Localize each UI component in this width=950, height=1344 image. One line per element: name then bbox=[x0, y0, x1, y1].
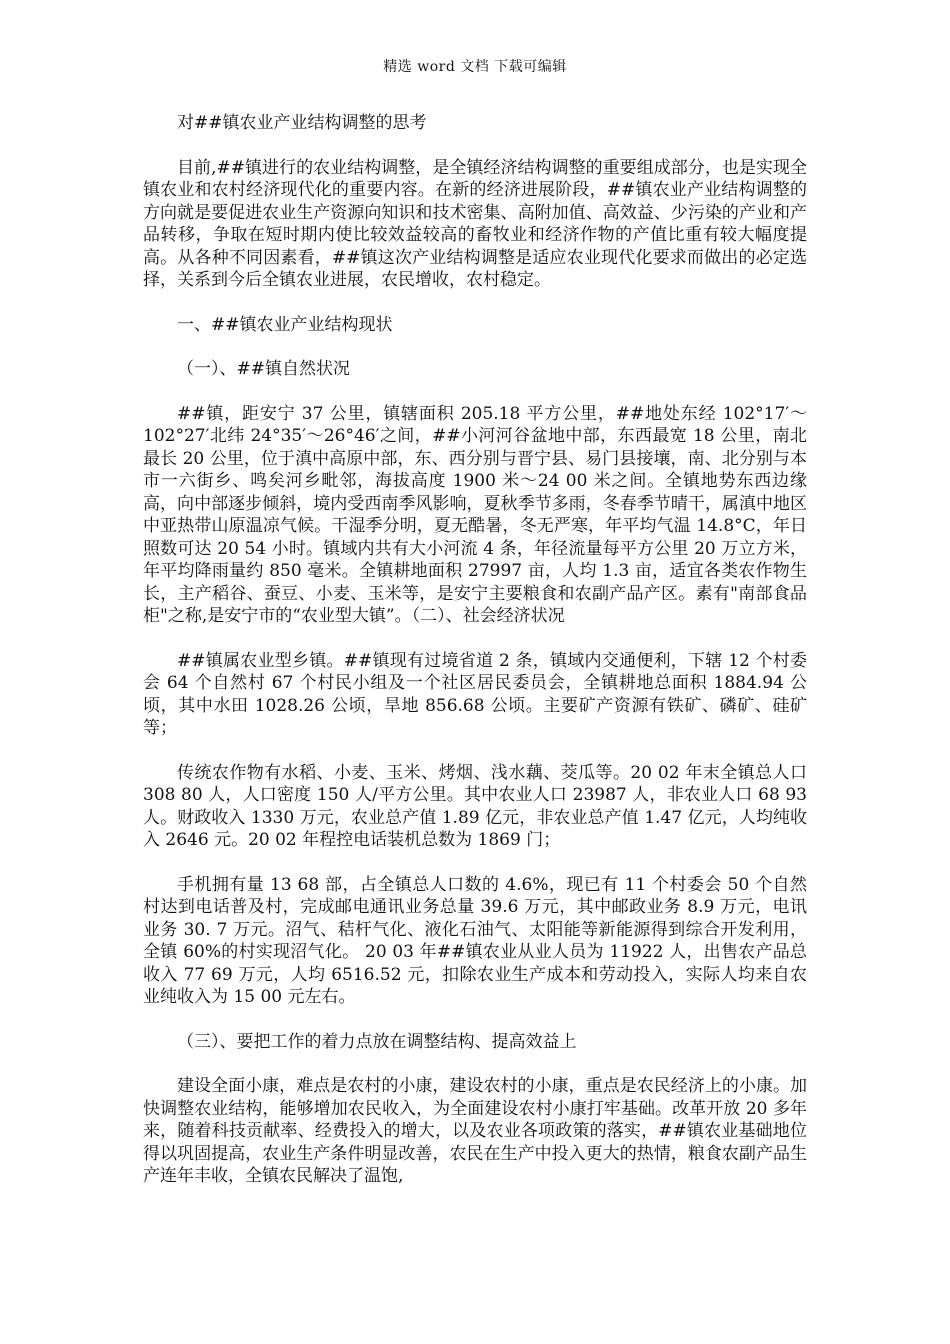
subsection-heading-adjustment: （三）、要把工作的着力点放在调整结构、提高效益上 bbox=[177, 1031, 577, 1052]
paragraph-township-overview: ##镇属农业型乡镇。##镇现有过境省道 2 条，镇域内交通便利，下辖 12 个村委会 64 个自然村 67 个村民小组及一个社区居民委员会，全镇耕地总面积 1884.94 公顷，其中水田 1028.26 公顷，旱地 856.68 公顷。主要矿产资源有铁矿、磷矿、硅矿等； bbox=[143, 650, 807, 738]
paragraph-crops-population: 传统农作物有水稻、小麦、玉米、烤烟、浅水藕、茭瓜等。20 02 年末全镇总人口 308 80 人，人口密度 150 人/平方公里。其中农业人口 23987 人，非农业人口 68 93 人。财政收入 1330 万元，农业总产值 1.89 亿元，非农业总产值 1.47 亿元，人均纯收入 2646 元。20 02 年程控电话装机总数为 1869 门； bbox=[143, 762, 807, 850]
paragraph-moderate-prosperity: 建设全面小康，难点是农村的小康，建设农村的小康，重点是农民经济上的小康。加快调整农业结构，能够增加农民收入，为全面建设农村小康打牢基础。改革开放 20 多年来，随着科技贡献率、经费投入的增大，以及农业各项政策的落实，##镇农业基础地位得以巩固提高，农业生产条件明显改善，农民在生产中投入更大的热情，粮食农副产品生产连年丰收，全镇农民解决了温饱, bbox=[143, 1076, 807, 1186]
paragraph-communications-income: 手机拥有量 13 68 部，占全镇总人口数的 4.6%，现已有 11 个村委会 50 个自然村达到电话普及村，完成邮电通讯业务总量 39.6 万元，其中邮政业务 8.9 万元，电讯业务 30. 7 万元。沼气、秸杆气化、液化石油气、太阳能等新能源得到综合开发利用，全镇 60%的村实现沼气化。 20 03 年##镇农业从业人员为 11922 人，出售农产品总收入 77 69 万元，人均 6516.52 元，扣除农业生产成本和劳动投入，实际人均来自农业纯收入为 15 00 元左右。 bbox=[143, 874, 807, 1007]
section-heading-1: 一、##镇农业产业结构现状 bbox=[177, 314, 393, 335]
document-body bbox=[143, 112, 807, 1210]
subsection-heading-natural: （一）、##镇自然状况 bbox=[177, 359, 350, 379]
paragraph-intro: 目前,##镇进行的农业结构调整，是全镇经济结构调整的重要组成部分，也是实现全镇农业和农村经济现代化的重要内容。在新的经济进展阶段，##镇农业产业结构调整的方向就是要促进农业生产资源向知识和技术密集、高附加值、高效益、少污染的产业和产品转移，争取在短时期内使比较效益较高的畜牧业和经济作物的产值比重有较大幅度提高。从各种不同因素看，##镇这次产业结构调整是适应农业现代化要求而做出的必定选择，关系到今后全镇农业进展，农民增收，农村稳定。 bbox=[143, 157, 807, 290]
document-title: 对##镇农业产业结构调整的思考 bbox=[177, 113, 427, 133]
page-header: 精选 word 文档 下载可编辑 bbox=[383, 59, 567, 75]
paragraph-natural-conditions: ##镇，距安宁 37 公里，镇辖面积 205.18 平方公里，##地处东经 102°17′～102°27′北纬 24°35′～26°46′之间，##小河河谷盆地中部，东西最宽 18 公里，南北最长 20 公里，位于滇中高原中部，东、西分别与晋宁县、易门县接壤，南、北分别与本市一六街乡、鸣矣河乡毗邻，海拔高度 1900 米～24 00 米之间。全镇地势东西边缘高，向中部逐步倾斜，境内受西南季风影响，夏秋季节多雨，冬春季节晴干，属滇中地区中亚热带山原温凉气候。干湿季分明，夏无酷暑，冬无严寒，年平均气温 14.8°C，年日照数可达 20 54 小时。镇域内共有大小河流 4 条，年径流量每平方公里 20 万立方米，年平均降雨量约 850 毫米。全镇耕地面积 27997 亩，人均 1.3 亩，适宜各类农作物生长，主产稻谷、蚕豆、小麦、玉米等，是安宁主要粮食和农副产品产区。素有"南部食品柜"之称,是安宁市的“农业型大镇”。（二）、社会经济状况 bbox=[143, 403, 807, 626]
